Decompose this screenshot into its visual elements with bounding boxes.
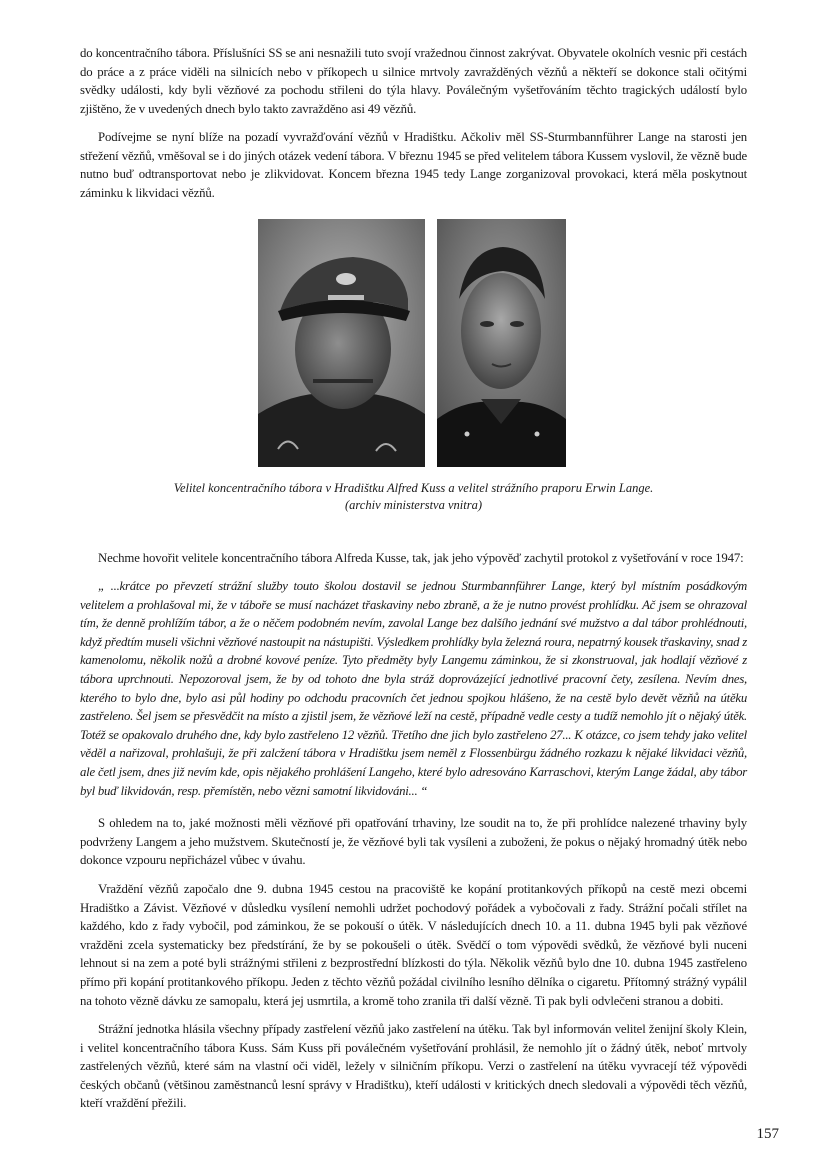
page-number: 157 — [756, 1126, 779, 1142]
paragraph-3: Nechme hovořit velitele koncentračního tábora Alfreda Kusse, tak, jak jeho výpověď zachytil protokol z vyšetřování v roce 1947: — [98, 551, 744, 565]
caption-line-1: Velitel koncentračního tábora v Hradištku Alfred Kuss a velitel strážního praporu Erwin Lange. — [173, 481, 654, 495]
portrait-kuss-photo — [258, 219, 425, 467]
testimony-quote: „ ...krátce po převzetí strážní služby touto školou dostavil se jednou Sturmbannführer Lange, který byl místním posádkovým velitelem a prohlašoval mi, že v táboře se musí nacházet třaskaviny nebo zbraně, a že je nutno provést prohlídku. Ač jsem se ohrazoval tím, že denně prohlížím tábor, a že o něčem podobném nevím, zavolal Lange bez dalšího jednání své mužstvo a dal tábor prohlédnouti, když předtím museli všichni vězňové nastoupit na nástupišti. Výsledkem prohlídky byla železná roura, nepatrný kousek třaskaviny, snad z kamenolomu, několik nožů a drobné kovové peníze. Tyto předměty byly Langemu záminkou, že si zkonstruoval, jak hodlají vězňové z tábora uprchnouti. Nepozoroval jsem, že by od tohoto dne byla stráž doprovázející jednotlivé pracovní čety, zesílena. Nevím dnes, kterého to bylo dne, bylo asi půl hodiny po odchodu pracovních čet jednou spojkou hlášeno, že na cestě bylo devět vězňů na útěku zastřeleno. Šel jsem se přesvědčit na místo a zjistil jsem, že vězňové leží na cestě, případně vedle cesty a tudíž nemohlo jít o nějaký útěk. Totéž se opakovalo druhého dne, kdy bylo zastřeleno 12 vězňů. Třetího dne jich bylo zastřeleno 27... K otázce, co jsem tehdy jako velitel věděl a nařizoval, prohlašuji, že při zalcžení tábora v Hradištku jsem neměl z Flossenbürgu žádného rozkazu k nějaké likvidaci vězňů, ale četl jsem, dnes již nevím kde, opis nějakého prohlášení Langeho, které bylo adresováno Karraschovi, kterým Lange žádal, aby tábor byl buď likvidován, resp. přemístěn, nebo vězni samotní likvidováni... “ — [80, 579, 747, 798]
portrait-lange-image — [437, 219, 566, 467]
paragraph-4: S ohledem na to, jaké možnosti měli vězňové při opatřování trhaviny, lze soudit na to, že při prohlídce nalezené trhaviny byly podvrženy Langem a jeho mužstvem. Skutečností je, že vězňové byli tak vysíleni a zuboženi, že pokus o nějaký hromadný útěk nebo dokonce vzpouru nepřicházel vůbec v úvahu. — [80, 816, 747, 868]
paragraph-5: Vraždění vězňů započalo dne 9. dubna 1945 cestou na pracoviště ke kopání protitankových příkopů na cestě mezi obcemi Hradištko a Závist. Vězňové v důsledku vysílení nemohli udržet pochodový pořádek a vybočovali z řady. Strážní počali střílet na každého, kdo z řady vybočil, pod záminkou, že se pokouší o útěk. V následujících dnech 10. a 11. dubna 1945 byli pak vězňové vražděni zcela systematicky bez předstírání, že by se pokoušeli o útěk. Svědčí o tom výpovědi svědků, že vězňové byli nuceni lehnout si na zem a poté byli strážnými střileni z bezprostřední blízkosti do týla. Několik vězňů bylo dne 10. dubna 1945 zastřeleno přímo při kopání protitankového příkopu. Jeden z těchto vězňů požádal civilního lesního dělníka o cigaretu. Přítomný strážný vypálil na tohoto vězně dávku ze samopalu, která jej usmrtila, a kromě toho zranila tři další vězně. Ti pak byli odvlečeni stranou a dobiti. — [80, 882, 747, 1008]
paragraph-6: Strážní jednotka hlásila všechny případy zastřelení vězňů jako zastřelení na útěku. Tak byl informován velitel ženijní školy Klein, i velitel koncentračního tábora Kuss. Sám Kuss při poválečném vyšetřování prohlásil, že nemohlo jít o žádný útěk, neboť mrtvoly zastřelených vězňů, které sám na vlastní oči viděl, ležely v silničním příkopu. Verzi o zastřelení na útěku vyvracejí též výpovědi českých občanů (většinou zaměstnanců lesní správy v Hradištku), kteří události v kritických dnech sledovali a výpovědi těch vězňů, kteří vraždění přežili. — [80, 1022, 747, 1111]
caption-line-2: (archiv ministerstva vnitra) — [344, 498, 482, 512]
figure-caption — [80, 480, 747, 514]
portrait-lange-photo — [437, 219, 566, 467]
photo-figure — [258, 219, 566, 467]
portrait-kuss-image — [258, 219, 425, 467]
paragraph-2: Podívejme se nyní blíže na pozadí vyvražďování vězňů v Hradištku. Ačkoliv měl SS-Sturmbannführer Lange na starosti jen střežení vězňů, vměšoval se i do jiných otázek vedení tábora. V březnu 1945 se před velitelem tábora Kussem vyslovil, že vězně bude nutno buď odtransportovat nebo je zlikvidovat. Koncem března 1945 tedy Lange zorganizoval provokaci, která měla poskytnout záminku k likvidaci vězňů. — [80, 130, 747, 200]
paragraph-1: do koncentračního tábora. Příslušníci SS se ani nesnažili tuto svojí vražednou činnost zakrývat. Obyvatele okolních vesnic při cestách do práce a z práce viděli na silnicích nebo v příkopech u silnice mrtvoly zavražděných vězňů a někteří se dokonce stali očitými svědky události, kdy byli vězňové za pochodu střileni do týla hlavy. Poválečným vyšetřováním těchto tragických událostí bylo zjištěno, že v uvedených dnech bylo takto zavražděno asi 49 vězňů. — [80, 46, 747, 116]
